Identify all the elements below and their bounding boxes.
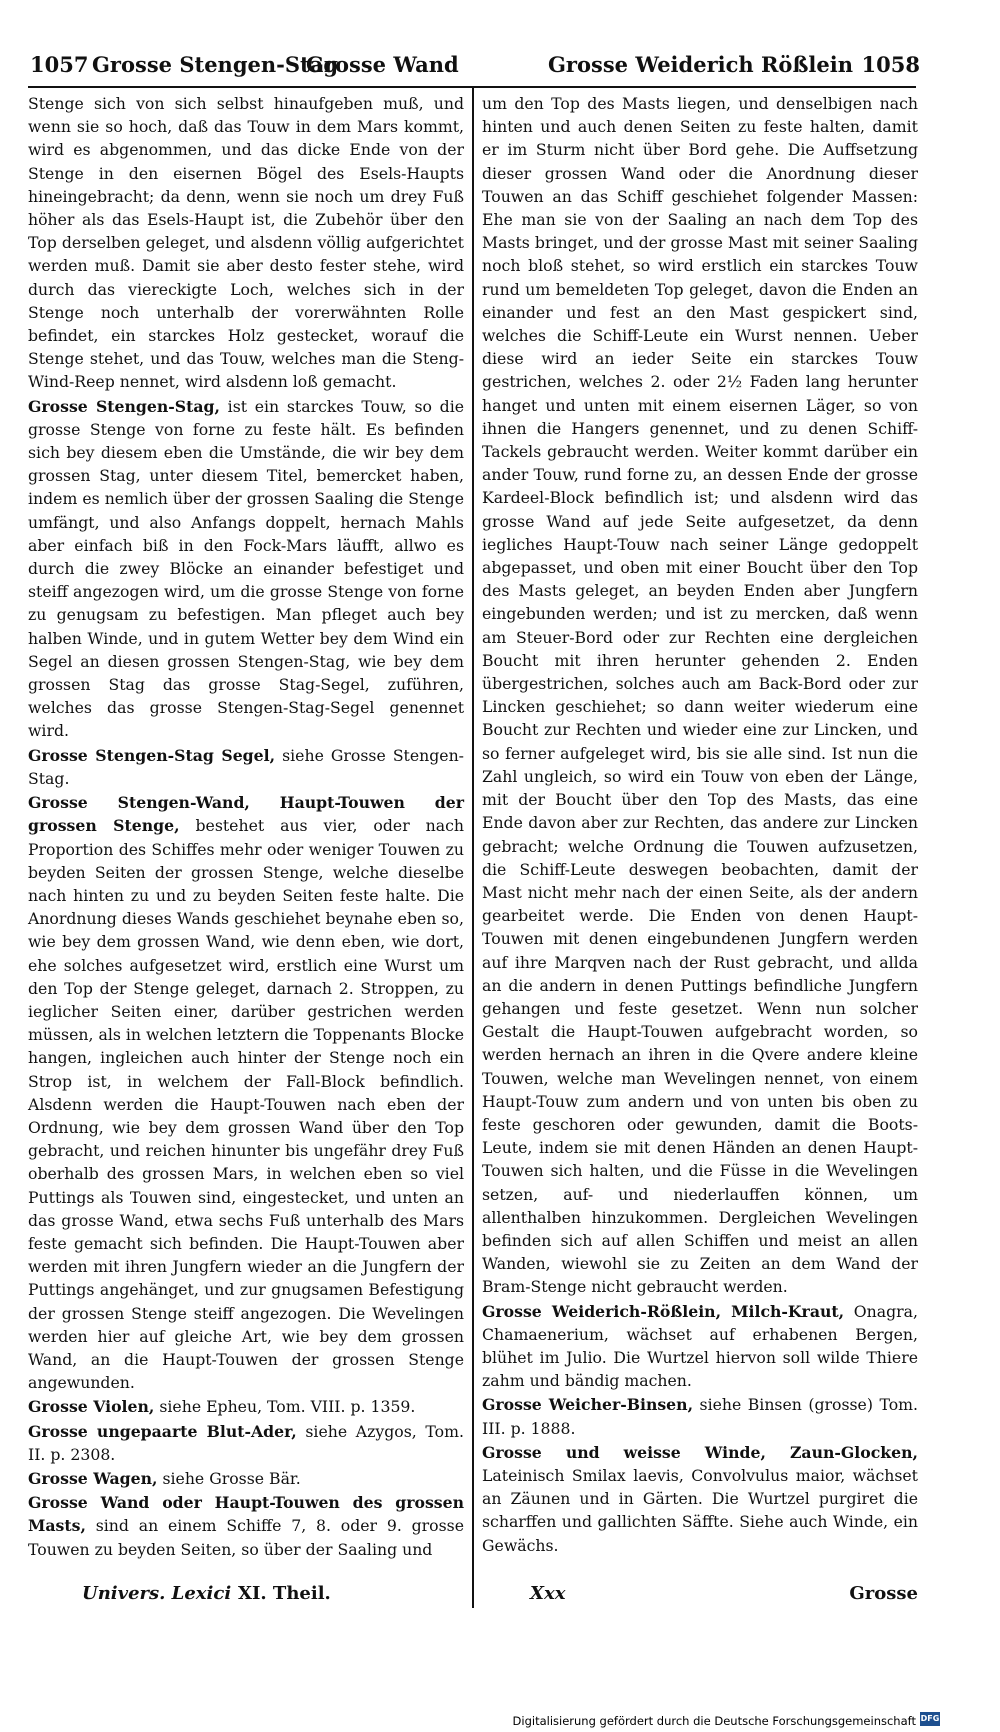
entry-text: Stenge sich von sich selbst hinaufgeben muß, und wenn sie so hoch, daß das Touw in dem Mars kommt, wird es abgenommen, und das dicke Ende von der Stenge in den eisernen Bögel des Esels-Haupts hineingebracht; da denn, wenn sie noch um drey Fuß höher als das Esels-Haupt ist, die Zubehör über den Top derselben geleget, und alsdenn völlig aufgerichtet werden muß. Damit sie aber desto fester stehe, wird durch das viereckigte Loch, welches sich in der Stenge noch unterhalb der vorerwähnten Rolle befindet, ein starckes Holz gestecket, worauf die Stenge stehet, und das Touw, welches man die Steng-Wind-Reep nennet, wird alsdenn loß gemacht. bbox=[28, 94, 464, 392]
left-column bbox=[28, 92, 464, 1561]
entry-lemma: Grosse Violen, bbox=[28, 1397, 155, 1417]
right-column bbox=[482, 92, 918, 1557]
entry-lemma: Grosse Weicher-Binsen, bbox=[482, 1395, 694, 1415]
page-footer bbox=[30, 1583, 918, 1611]
dictionary-entry bbox=[28, 1395, 464, 1418]
signature-title: Univers. Lexici bbox=[82, 1583, 232, 1604]
entry-lemma: Grosse Wagen, bbox=[28, 1468, 158, 1488]
dictionary-entry bbox=[28, 395, 464, 743]
dictionary-entry bbox=[28, 1420, 464, 1466]
signature-volume: XI. Theil. bbox=[238, 1583, 331, 1604]
entry-lemma: Grosse und weisse Winde, Zaun-Glocken, bbox=[482, 1442, 918, 1462]
page-number-left: 1057 bbox=[30, 52, 89, 77]
header-keyword-right: Grosse Weiderich Rößlein bbox=[548, 52, 853, 77]
entry-text: siehe Grosse Bär. bbox=[162, 1468, 301, 1488]
entry-text: siehe Binsen (grosse) Tom. III. p. 1888. bbox=[482, 1395, 919, 1438]
column-divider bbox=[472, 88, 474, 1608]
entry-text: siehe Azygos, Tom. II. p. 2308. bbox=[28, 1421, 464, 1464]
dictionary-entry bbox=[28, 1467, 464, 1490]
dictionary-entry bbox=[482, 1300, 918, 1393]
dictionary-entry bbox=[482, 1393, 918, 1439]
entry-lemma: Grosse Stengen-Stag Segel, bbox=[28, 745, 276, 765]
entry-text: Lateinisch Smilax laevis, Convolvulus maior, wächset an Zäunen und in Gärten. Die Wurtzel purgiret die scharffen und gallichten Säffte. Siehe auch Winde, ein Gewächs. bbox=[482, 1465, 918, 1555]
running-header bbox=[30, 52, 920, 84]
entry-text: um den Top des Masts liegen, und denselbigen nach hinten und auch denen Seiten zu feste halten, damit er im Sturm nicht über Bord gehe. Die Auffsetzung dieser grossen Wand oder die Anordnung dieser Touwen an das Schiff geschiehet folgender Massen: Ehe man sie von der Saaling an nach dem Top des Masts bringet, und der grosse Mast mit seiner Saaling noch bloß stehet, so wird erstlich ein starckes Touw rund um bemeldeten Top geleget, davon die Enden an einander und fest an den Mast gespickert sind, welches die Schiff-Leute ein Wurst nennen. Ueber diese wird an ieder Seite ein starckes Touw gestrichen, welches 2. oder 2½ Faden lang herunter hanget und unten mit einem eisernen Läger, so von ihnen die Hangers genennet, und zu denen Schiff-Tackels gebraucht werden. Weiter kommt darüber ein ander Touw, rund forne zu, an dessen Ende der grosse Kardeel-Block befindlich ist; und alsdenn wird das grosse Wand auf jede Seite aufgesetzet, da denn iegliches Haupt-Touw nach seiner Länge gedoppelt abgepasset, und oben mit einer Boucht über den Top des Masts geleget, an beyden Enden aber Jungfern eingebunden werden; und ist zu mercken, daß wenn am Steuer-Bord oder zur Rechten eine dergleichen Boucht mit ihren herunter gehenden 2. Enden übergestrichen, solches auch am Back-Bord oder zur Lincken geschiehet; so dann weiter wiederum eine Boucht zur Rechten und wieder eine zur Lincken, und so ferner aufgeleget wird, bis sie alle sind. Ist nun die Zahl ungleich, so wird ein Touw von eben der Länge, mit der Boucht über den Top des Masts, das eine Ende davon aber zur Rechten, das andere zur Lincken gebracht; welche Ordnung die Touwen aufzusetzen, die Schiff-Leute deswegen beobachten, damit der Mast nicht mehr nach der einen Seite, als der andern gearbeitet werde. Die Enden von denen Haupt-Touwen mit denen eingebundenen Jungfern werden auf ihre Marqven nach der Rust gebracht, und allda an die andern in denen Puttings befindliche Jungfern gehangen und feste gesetzet. Wenn nun solcher Gestalt die Haupt-Touwen aufgebracht worden, so werden hernach an ihren in die Qvere andere kleine Touwen, welche man Wevelingen nennet, von einem Haupt-Touw zum andern und von unten bis oben zu feste geschoren oder gewunden, damit die Boots-Leute, indem sie mit denen Händen an denen Haupt-Touwen sich halten, und die Füsse in die Wevelingen setzen, auf- und niederlauffen können, um allenthalben hinzukommen. Dergleichen Wevelingen befinden sich auf allen Schiffen und meist an allen Wanden, wiewohl sie zu Zeiten an dem Wand der Bram-Stenge nicht gebraucht werden. bbox=[482, 94, 918, 1297]
entry-text: sind an einem Schiffe 7, 8. oder 9. grosse Touwen zu beyden Seiten, so über der Saaling und bbox=[28, 1516, 464, 1559]
entry-lemma: Grosse Stengen-Wand, Haupt-Touwen der grossen Stenge, bbox=[28, 793, 464, 836]
entry-text: siehe Grosse Stengen-Stag. bbox=[28, 745, 464, 788]
dictionary-entry bbox=[28, 92, 464, 394]
dictionary-entry bbox=[28, 791, 464, 1394]
catchword: Grosse bbox=[849, 1583, 918, 1604]
dictionary-entry bbox=[28, 744, 464, 790]
entry-lemma: Grosse Wand oder Haupt-Touwen des grossen Masts, bbox=[28, 1493, 464, 1536]
entry-lemma: Grosse Stengen-Stag, bbox=[28, 396, 220, 416]
digitization-credit: Digitalisierung gefördert durch die Deutsche Forschungsgemeinschaft bbox=[512, 1714, 916, 1728]
entry-text: ist ein starckes Touw, so die grosse Stenge von forne zu feste hält. Es befinden sich bey diesem eben die Umstände, die wir bey dem grossen Stag, unter diesem Titel, bemercket haben, indem es nemlich über der grossen Saaling die Stenge umfängt, und also Anfangs doppelt, hernach Mahls aber einfach biß in den Fock-Mars läufft, allwo es durch die zwey Blöcke an einander befestiget und steiff angezogen wird, um die grosse Stenge von forne zu genugsam zu befestigen. Man pfleget auch bey halben Winde, und in gutem Wetter bey dem Wind ein Segel an diesen grossen Stengen-Stag, wie bey dem grossen Stag das grosse Stag-Segel, zuführen, welches das grosse Stengen-Stag-Segel genennet wird. bbox=[28, 396, 464, 741]
header-keyword-left-1: Grosse Stengen-Stag bbox=[92, 52, 339, 77]
entry-text: Onagra, Chamaenerium, wächset auf erhabenen Bergen, blühet im Julio. Die Wurtzel hiervon soll wilde Thiere zahm und bändig machen. bbox=[482, 1301, 918, 1391]
dictionary-entry bbox=[482, 1441, 918, 1557]
entry-lemma: Grosse Weiderich-Rößlein, Milch-Kraut, bbox=[482, 1301, 845, 1321]
dfg-logo: DFG bbox=[920, 1712, 940, 1726]
dictionary-entry bbox=[28, 1491, 464, 1561]
page-number-right: 1058 bbox=[861, 52, 920, 77]
header-keyword-left-2: Grosse Wand bbox=[306, 52, 459, 77]
dictionary-entry bbox=[482, 92, 918, 1299]
entry-text: siehe Epheu, Tom. VIII. p. 1359. bbox=[159, 1397, 416, 1417]
entry-text: bestehet aus vier, oder nach Proportion des Schiffes mehr oder weniger Touwen zu beyden Seiten der grossen Stenge, welche dieselbe nach hinten zu und zu beyden Seiten feste halte. Die Anordnung dieses Wands geschiehet beynahe eben so, wie bey dem grossen Wand, wie denn eben, wie dort, ehe solches aufgesetzet wird, erstlich eine Wurst um den Top der Stenge geleget, darnach 2. Stroppen, zu ieglicher Seiten einer, darüber gestrichen werden müssen, als in welchen letztern die Toppenants Blocke hangen, ingleichen auch hinter der Stenge noch ein Strop ist, in welchem der Fall-Block befindlich. Alsdenn werden die Haupt-Touwen nach eben der Ordnung, wie bey dem grossen Wand über den Top gebracht, und reichen hinunter bis ungefähr drey Fuß oberhalb des grossen Mars, in welchen eben so viel Puttings als Touwen sind, eingestecket, und unten an das grosse Wand, etwa sechs Fuß unterhalb des Mars feste gemacht sich befinden. Die Haupt-Touwen aber werden mit ihren Jungfern wieder an die Jungfern der Puttings angehänget, und zur gnugsamen Befestigung der grossen Stenge steiff angezogen. Die Wevelingen werden hier auf gleiche Art, wie bey dem grossen Wand, an die Haupt-Touwen der grossen Stenge angewunden. bbox=[28, 816, 464, 1393]
entry-lemma: Grosse ungepaarte Blut-Ader, bbox=[28, 1421, 297, 1441]
sheet-mark: Xxx bbox=[530, 1583, 566, 1604]
